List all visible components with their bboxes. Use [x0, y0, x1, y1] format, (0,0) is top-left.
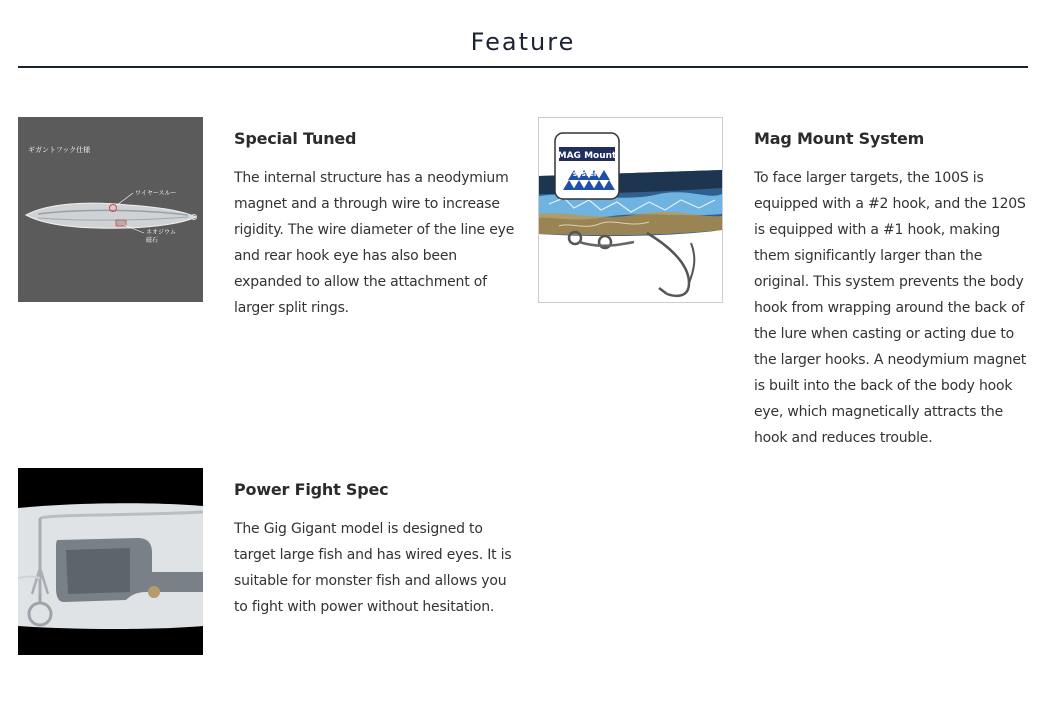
- feature-title-special-tuned: Special Tuned: [234, 129, 357, 148]
- special-tuned-image: [18, 117, 203, 302]
- label-magnet-2: 磁石: [146, 237, 159, 244]
- label-wire: ワイヤースルー: [135, 190, 177, 197]
- image-caption: ギガントフック仕様: [28, 146, 91, 154]
- mag-mount-image: [538, 117, 723, 303]
- feature-body-mag-mount: To face larger targets, the 100S is equipped with a #2 hook, and the 120S is equipped with a #1 hook, making them significantly larger than the original. This system prevents the body hook from wrapping around the back of the lure when casting or acting due to the larger hooks. A neodymium magnet is built into the back of the body hook eye, which magnetically attracts the hook and reduces trouble.: [754, 170, 1027, 446]
- logo-mag-mount-text: MAG Mount: [557, 151, 617, 161]
- feature-body-power-fight: The Gig Gigant model is designed to target large fish and has wired eyes. It is suitable for monster fish and allows you to fight with power without hesitation.: [234, 521, 512, 615]
- feature-body-special-tuned: The internal structure has a neodymium magnet and a through wire to increase rigidity. The wire diameter of the line eye and rear hook eye has also been expanded to allow the attachment of larger split rings.: [234, 170, 515, 316]
- label-magnet-1: ネオジウム: [146, 229, 176, 236]
- feature-title-power-fight: Power Fight Spec: [234, 480, 389, 499]
- title-divider: [18, 66, 1028, 68]
- page-title: Feature: [470, 28, 576, 57]
- power-fight-image: [18, 468, 203, 655]
- logo-system-text: system: [572, 170, 602, 178]
- feature-title-mag-mount: Mag Mount System: [754, 129, 925, 148]
